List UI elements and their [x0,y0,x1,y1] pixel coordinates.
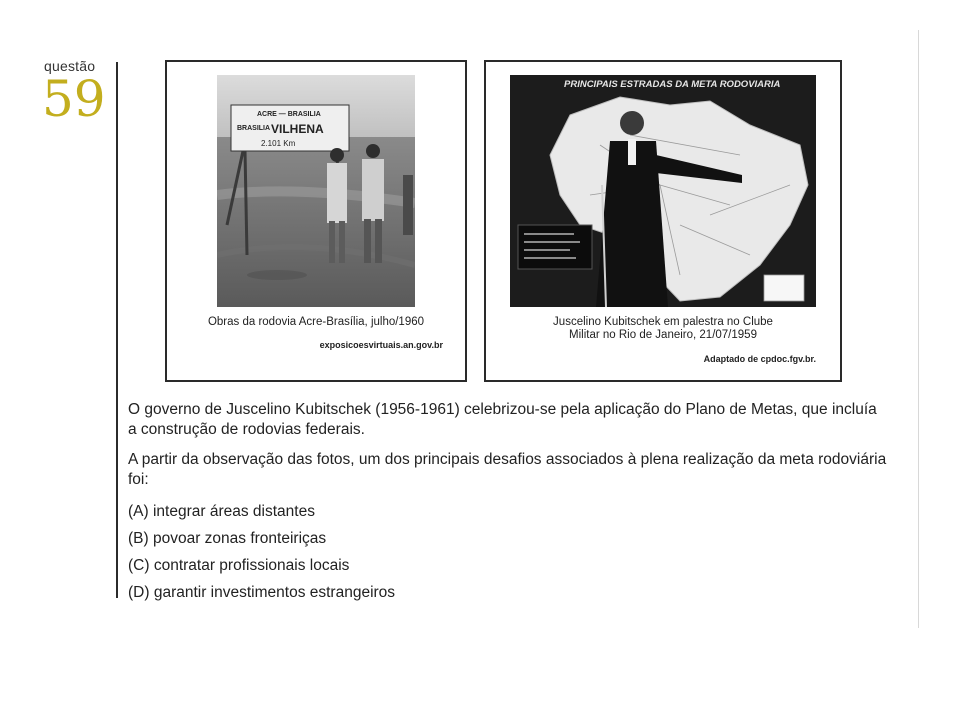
sign-line-3: VILHENA [271,122,324,136]
figure-kubitschek-lecture [484,60,842,382]
map-title: PRINCIPAIS ESTRADAS DA META RODOVIARIA [564,79,781,90]
sign-line-2: BRASILIA [237,125,271,132]
figure-1-caption: Obras da rodovia Acre-Brasília, julho/1960 [207,316,425,328]
photo-kubitschek-illustration [510,75,816,307]
figure-2-caption [486,316,840,342]
question-number: 59 [42,70,106,128]
photo-road-works-illustration [217,75,415,307]
option-a[interactable]: (A) integrar áreas distantes [128,503,315,520]
question-divider [116,62,118,598]
question-paragraph-2: A partir da observação das fotos, um dos principais desafios associados à plena realização da meta rodoviária foi: [128,451,887,488]
photo-road-works [217,75,415,307]
option-c[interactable]: (C) contratar profissionais locais [128,557,350,574]
figure-acre-brasilia [165,60,467,382]
photo-kubitschek-map [510,75,816,307]
sign-line-4: 2.101 Km [261,139,296,148]
sign-line-1: ACRE — BRASILIA [257,111,321,118]
figure-1-source: exposicoesvirtuais.an.gov.br [319,340,443,350]
page-right-rule [918,30,919,628]
figure-2-source: Adaptado de cpdoc.fgv.br. [703,354,816,364]
question-paragraph-1: O governo de Juscelino Kubitschek (1956-1961) celebrizou-se pela aplicação do Plano de Metas, que incluía a construção de rodovias federais. [128,401,877,438]
figure-2-caption-line-2: Militar no Rio de Janeiro, 21/07/1959 [569,329,757,341]
figure-2-caption-line-1: Juscelino Kubitschek em palestra no Clube [553,316,773,328]
question-label: questão [44,58,96,74]
option-b[interactable]: (B) povoar zonas fronteiriças [128,530,327,547]
option-d[interactable]: (D) garantir investimentos estrangeiros [128,584,396,601]
